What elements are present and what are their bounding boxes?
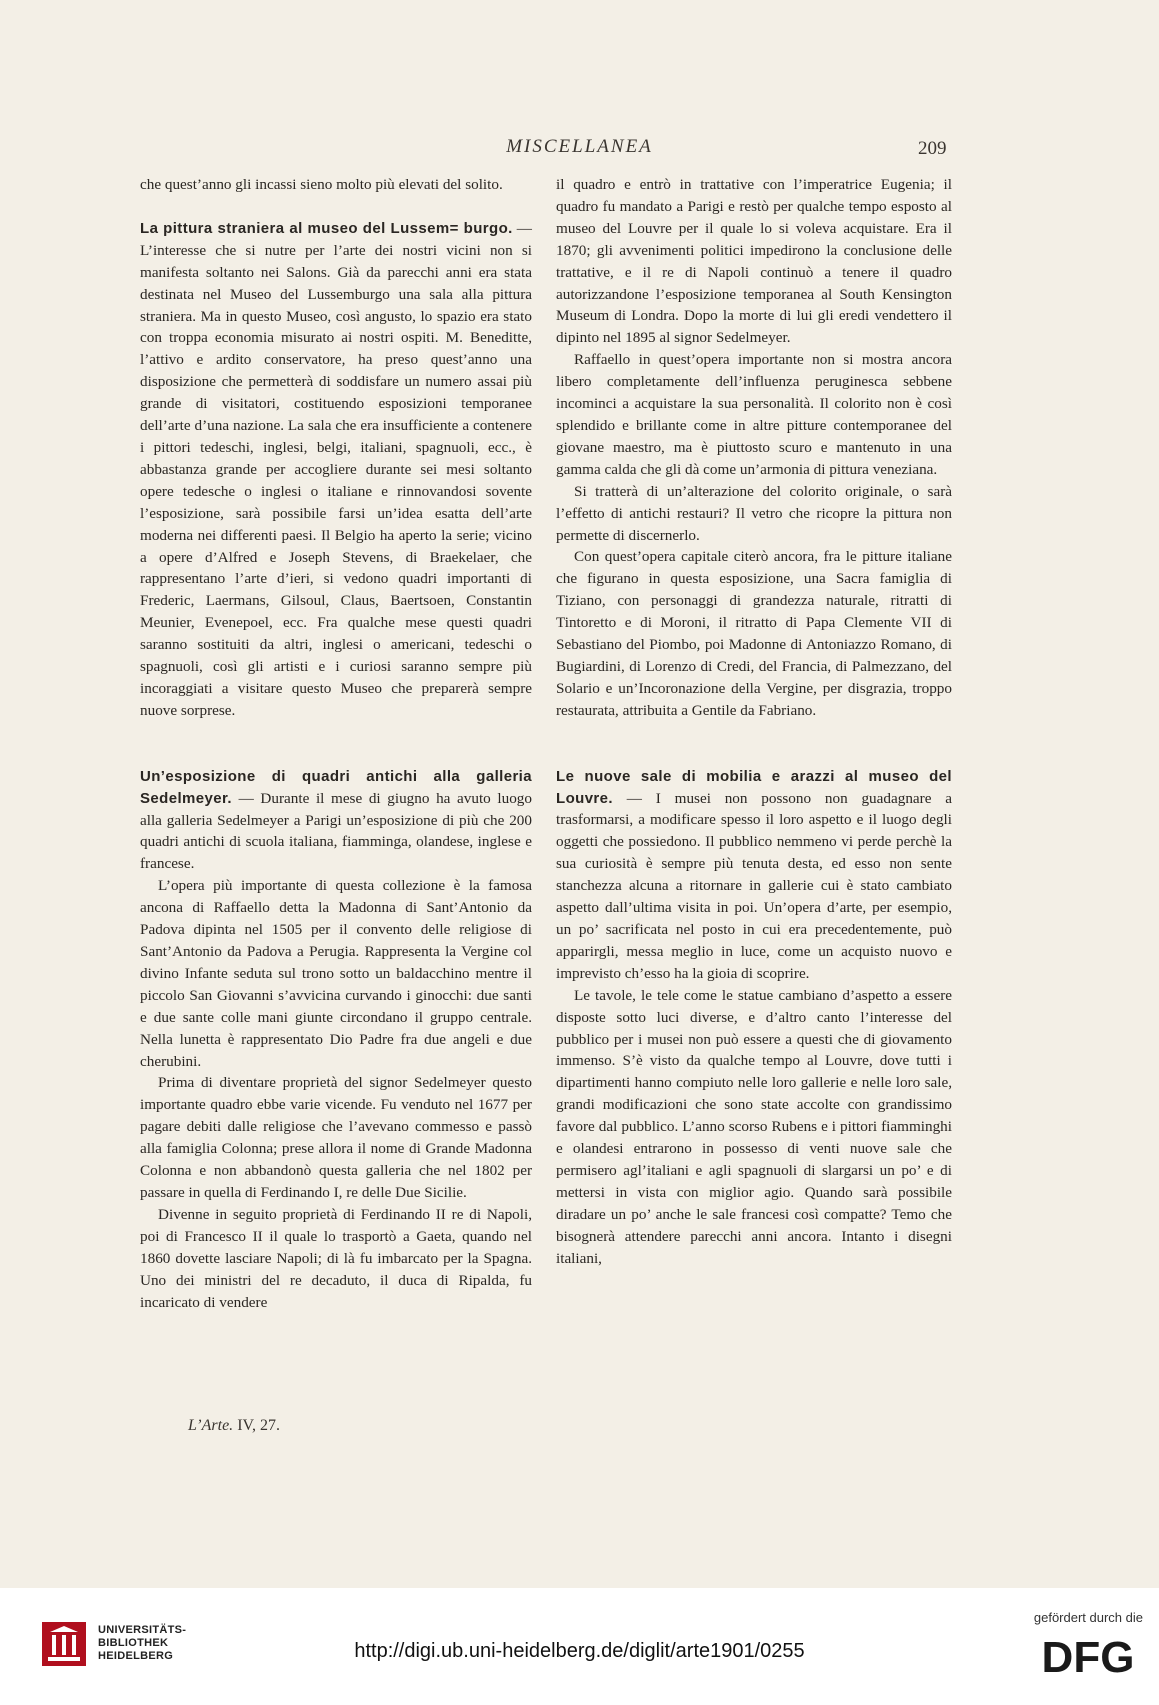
article-section <box>556 766 952 985</box>
signature-number: IV, 27. <box>233 1417 281 1434</box>
paragraph: Prima di diventare proprietà del signor Sedelmeyer questo importante quadro ebbe varie vicende. Fu venduto nel 1677 per pagare debiti dalle religiose che l’avevano commesso e passò alla famiglia Colonna; prese allora il nome di Grande Madonna Colonna e non abbandonò questa galleria che nel 1802 per passare in quella di Ferdinando I, re delle Due Sicilie. <box>140 1074 532 1201</box>
library-line-3: HEIDELBERG <box>98 1650 174 1662</box>
page-number: 209 <box>918 138 947 159</box>
paragraph: Raffaello in quest’opera importante non si mostra ancora libero completamente dell’influenza peruginesca sebbene incominci a acquistare la sua personalità. Il colorito non è così splendido e brillante come in altre pitture contemporanee del giovane maestro, ma è piuttosto scuro e mantenuto in una gamma calda che gli dà come un’armonia di pittura veneziana. <box>556 351 952 478</box>
signature-mark <box>188 1417 280 1435</box>
section-gap <box>556 722 952 744</box>
running-title: MISCELLANEA <box>506 136 653 157</box>
section-text: — I musei non possono non guadagnare a trasformarsi, a modificare spesso il loro aspetto e il luogo degli oggetti che possiedono. Il pubblico nemmeno vi perde perchè la sua curiosità è sempre più tenuta desta, ed esso non sente stanchezza alcuna a ritornare in gallerie cui è stato cambiato aspetto dall’ultima visita in poi. Un’opera d’arte, per esempio, un po’ sacrificata nel posto in cui era precedentemente, può apparirgli, messa meglio in luce, come un acquisto nuovo e imprevisto ch’esso ha la gioia di scoprire. <box>556 789 952 982</box>
article-section <box>140 218 532 722</box>
article-section <box>140 766 532 876</box>
paragraph: che quest’anno gli incassi sieno molto più elevati del solito. <box>140 176 503 193</box>
section-text: — L’interesse che si nutre per l’arte dei nostri vicini non si manifesta soltanto nei Salons. Già da parecchi anni era stata destinata nel Museo del Lussemburgo una sala alla pittura straniera. Ma in questo Museo, così angusto, lo spazio era stato con troppa economia misurato ai nostri ospiti. M. Beneditte, l’attivo e ardito conservatore, ha preso quest’anno una disposizione che permetterà di soddisfare un numero assai più grande di visitatori, costituendo esposizioni temporanee dell’arte d’una nazione. La sala che era insufficiente a contenere i pittori tedeschi, inglesi, belgi, italiani, spagnuoli, ecc., è abbastanza grande per accogliere durante sei mesi soltanto opere tedesche o inglesi o italiane e rinnovandosi sovente l’esposizione, sarà possibile farsi un’idea esatta dell’arte moderna nei differenti paesi. Il Belgio ha aperto la serie; vicino a opere d’Alfred e Joseph Stevens, di Braekelaer, che rappresentano l’arte d’ieri, si vedono quadri importanti di Frederic, Laermans, Gilsoul, Claus, Baertsoen, Constantin Meunier, Evenepoel, ecc. Fra qualche mese questi quadri saranno sostituiti da altri, inglesi o americani, tedeschi o spagnuoli, così gli artisti e i curiosi saranno sempre più incoraggiati a visitare questo Museo che preparerà sempre nuove sorprese. <box>140 219 532 719</box>
paragraph: Con quest’opera capitale citerò ancora, fra le pitture italiane che figurano in questa esposizione, una Sacra famiglia di Tiziano, con personaggi di grandezza naturale, ritratti di Tintoretto e di Moroni, il ritratto di Papa Clemente VII di Sebastiano del Piombo, poi Madonne di Antoniazzo Romano, di Bugiardini, di Lorenzo di Credi, del Francia, di Palmezzano, del Solario e un’Incoronazione della Vergine, per disgrazia, troppo restaurata, attribuita a Gentile da Fabriano. <box>556 548 952 719</box>
paragraph: Divenne in seguito proprietà di Ferdinando II re di Napoli, poi di Francesco II il quale lo trasportò a Gaeta, quando nel 1860 dovette lasciare Napoli; di là fu imbarcato per la Spagna. Uno dei ministri del re decaduto, il duca di Ripalda, fu incaricato di vendere <box>140 1205 532 1311</box>
signature-journal: L’Arte. <box>188 1417 234 1434</box>
section-gap <box>140 722 532 744</box>
paragraph: il quadro e entrò in trattative con l’imperatrice Eugenia; il quadro fu mandato a Parigi e restò per qualche tempo esposto al museo del Louvre per il quale lo si voleva acquistare. Era il 1870; gli avvenimenti politici impedirono la conclusione delle trattative, e il re di Napoli continuò a tenere il quadro autorizzandone l’esposizione temporanea al South Kensington Museum di Londra. Dopo la morte di lui gli eredi vendettero il dipinto nel 1895 al signor Sedelmeyer. <box>556 176 952 347</box>
section-text: — Durante il mese di giugno ha avuto luogo alla galleria Sedelmeyer a Parigi un’esposizione di più che 200 quadri antichi di scuola italiana, fiamminga, olandese, inglese e francese. <box>140 789 532 873</box>
left-column <box>140 174 532 1313</box>
funding-label: gefördert durch die <box>1033 1610 1143 1625</box>
section-heading: Un’esposizione di quadri antichi alla galleria Sedelmeyer. <box>140 767 532 807</box>
library-line-2: BIBLIOTHEK <box>98 1637 169 1649</box>
section-heading: Le nuove sale di mobilia e arazzi al museo del Louvre. <box>556 767 952 807</box>
paragraph: Le tavole, le tele come le statue cambiano d’aspetto a essere disposte sotto luci diverse, e d’altro canto l’interesse del pubblico per i musei non può essere a questi che di giovamento immenso. S’è visto da qualche tempo al Louvre, dove tutti i dipartimenti hanno compiuto nelle loro gallerie e nelle loro sale, grandi modificazioni che sono state accolte con grandissimo favore dal pubblico. L’anno scorso Rubens e i pittori fiamminghi e olandesi entrarono in possesso di venti nuove sale che permisero agl’italiani e agli spagnuoli di slargarsi un po’ e di mettersi in vista con miglior agio. Quando sarà possibile diradare un po’ anche le sale francesi così compatte? Temo che bisognerà attendere parecchi anni ancora. Intanto i disegni italiani, <box>556 986 952 1267</box>
library-line-1: UNIVERSITÄTS- <box>98 1624 187 1636</box>
dfg-logo-icon[interactable] <box>1033 1630 1143 1678</box>
right-column <box>556 174 952 1270</box>
section-heading: La pittura straniera al museo del Lussem= burgo. <box>140 219 513 237</box>
paragraph: L’opera più importante di questa collezione è la famosa ancona di Raffaello detta la Madonna di Sant’Antonio da Padova dipinta nel 1505 per il convento delle religiose di Sant’Antonio da Padova a Perugia. Rappresenta la Vergine col divino Infante seduta sul trono sotto un baldacchino mentre il piccolo San Giovanni s’avvicina curvando i ginocchi: due santi e due sante colle mani giunte circondano il gruppo centrale. Nella lunetta è rappresentato Dio Padre fra due angeli e due cherubini. <box>140 877 532 1070</box>
dfg-logo-text: DFG <box>1041 1633 1135 1678</box>
paragraph: Si tratterà di un’alterazione del colorito originale, o sarà l’effetto di antichi restauri? Il vetro che ricopre la pittura non permette di discernerlo. <box>556 482 952 544</box>
permalink-url[interactable]: http://digi.ub.uni-heidelberg.de/diglit/arte1901/0255 <box>354 1640 805 1662</box>
viewer-footer-bar <box>0 1588 1159 1705</box>
